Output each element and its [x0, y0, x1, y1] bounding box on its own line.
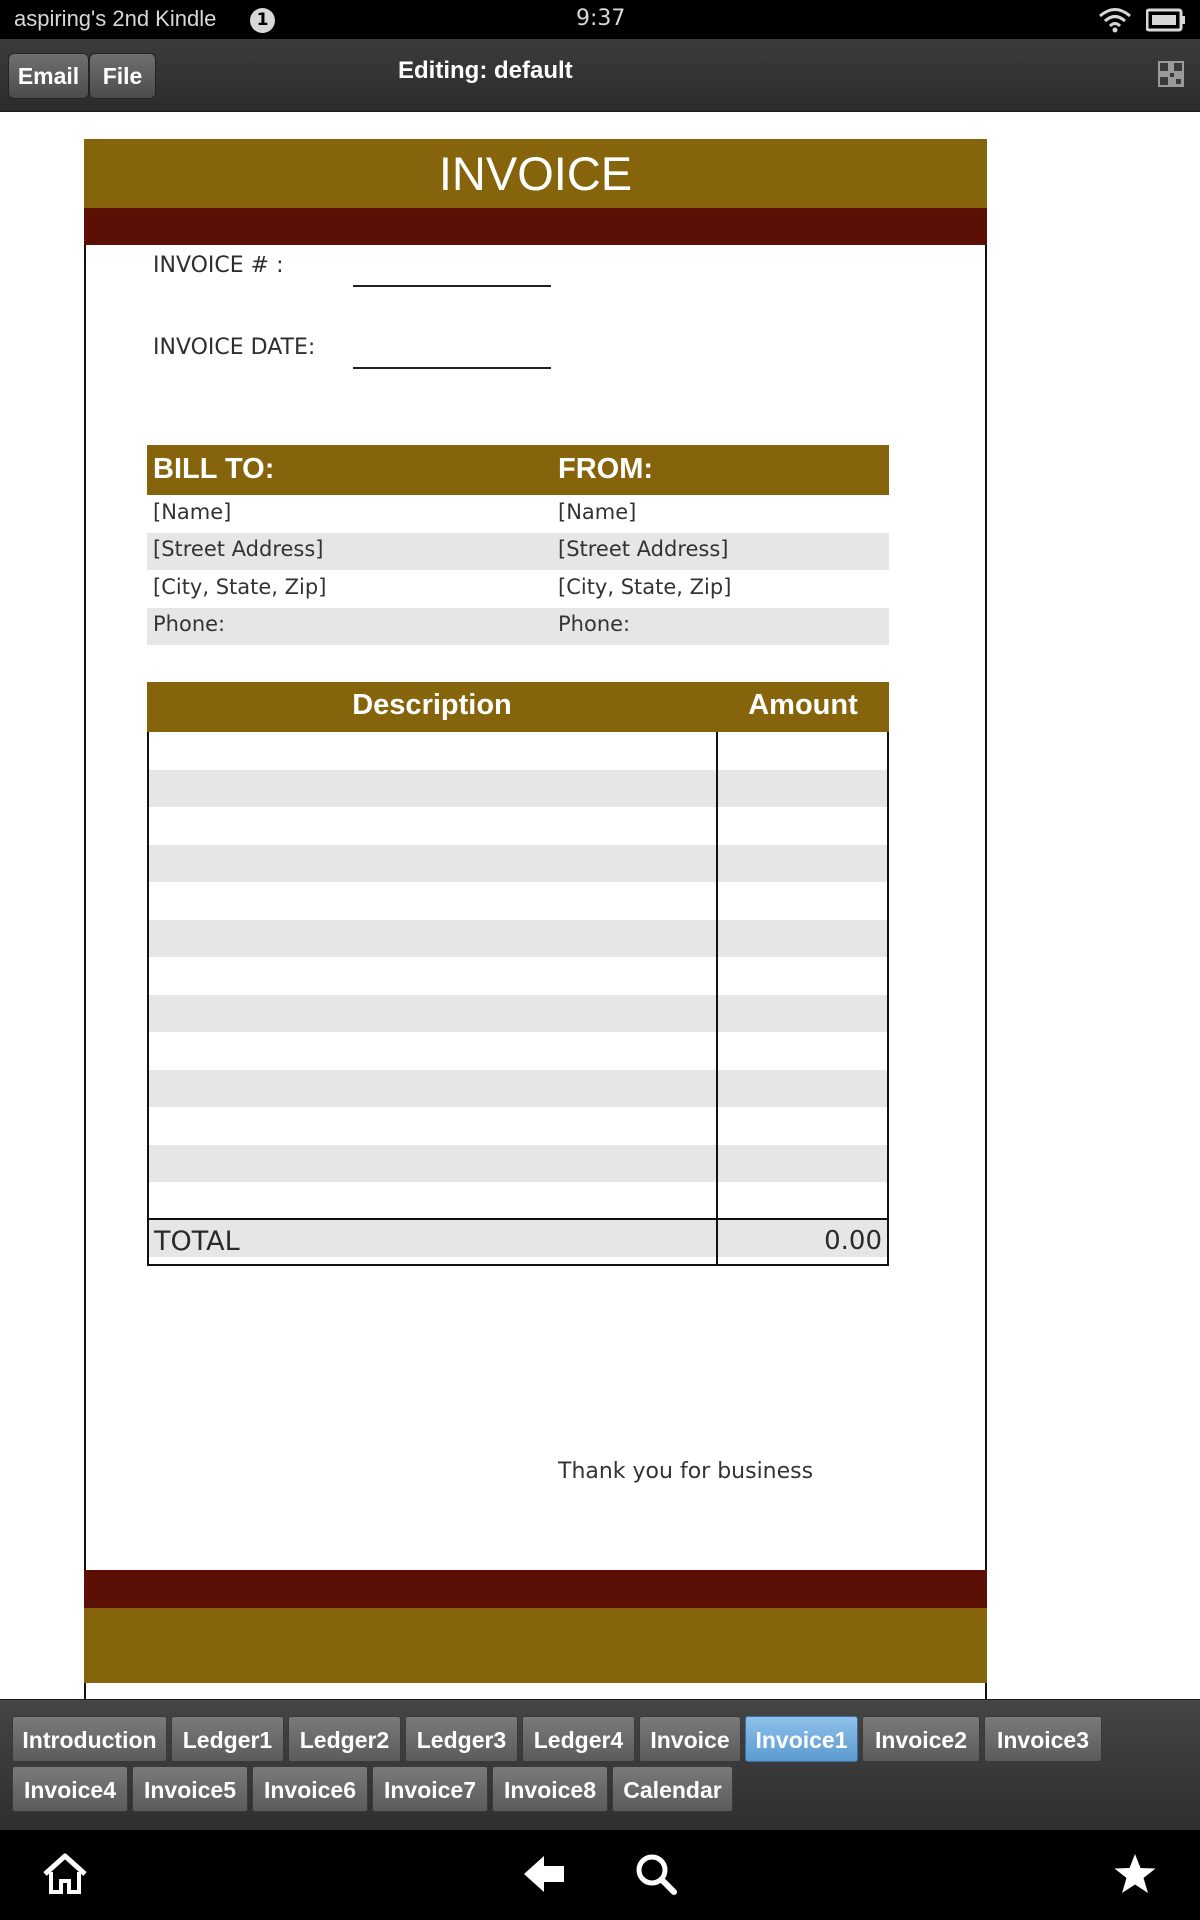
amount-cell[interactable]: [719, 1151, 883, 1177]
favorites-star-icon[interactable]: [1112, 1852, 1158, 1900]
from-name[interactable]: [Name]: [558, 500, 637, 524]
table-row: [147, 1070, 889, 1108]
description-cell[interactable]: [153, 1038, 713, 1064]
amount-cell[interactable]: [719, 776, 883, 802]
file-button[interactable]: File: [89, 53, 156, 99]
tab-ledger2[interactable]: Ledger2: [288, 1716, 401, 1762]
description-cell[interactable]: [153, 738, 713, 764]
table-row: [147, 995, 889, 1033]
editing-title: Editing: default: [398, 57, 573, 84]
top-toolbar: [0, 39, 1200, 112]
description-cell[interactable]: [153, 813, 713, 839]
bill-to-city[interactable]: [City, State, Zip]: [153, 575, 327, 599]
description-cell[interactable]: [153, 1113, 713, 1139]
from-header: FROM:: [558, 453, 654, 485]
description-cell[interactable]: [153, 888, 713, 914]
table-row: [147, 882, 889, 920]
tab-invoice2[interactable]: Invoice2: [862, 1716, 980, 1762]
table-row: [147, 807, 889, 845]
total-bottom-border: [147, 1264, 889, 1266]
amount-cell[interactable]: [719, 1188, 883, 1214]
amount-cell[interactable]: [719, 1001, 883, 1027]
qr-icon[interactable]: [1158, 61, 1184, 91]
tab-ledger1[interactable]: Ledger1: [171, 1716, 284, 1762]
description-cell[interactable]: [153, 963, 713, 989]
footer-stripe: [84, 1570, 987, 1608]
amount-cell[interactable]: [719, 813, 883, 839]
table-row: [147, 1107, 889, 1145]
battery-icon: [1146, 8, 1186, 36]
invoice-title: INVOICE: [438, 147, 633, 200]
total-top-border: [147, 1218, 889, 1220]
tab-ledger3[interactable]: Ledger3: [405, 1716, 518, 1762]
bill-to-street[interactable]: [Street Address]: [153, 537, 324, 561]
description-cell[interactable]: [153, 1001, 713, 1027]
description-cell[interactable]: [153, 1151, 713, 1177]
amount-cell[interactable]: [719, 1076, 883, 1102]
tab-introduction[interactable]: Introduction: [12, 1716, 167, 1762]
invoice-date-label: INVOICE DATE:: [153, 335, 316, 360]
table-row: [147, 1182, 889, 1220]
invoice-sheet: [84, 139, 987, 1683]
wifi-icon: [1098, 6, 1132, 38]
amount-cell[interactable]: [719, 926, 883, 952]
table-row: [147, 920, 889, 958]
bill-to-header: BILL TO:: [153, 453, 275, 485]
table-row: [147, 845, 889, 883]
amount-cell[interactable]: [719, 851, 883, 877]
sheet-border-left: [84, 245, 86, 1709]
address-stripe-2: [147, 608, 889, 645]
search-icon[interactable]: [634, 1852, 678, 1900]
description-header: Description: [352, 689, 512, 721]
sheet-border-right: [985, 245, 987, 1709]
description-cell[interactable]: [153, 1076, 713, 1102]
tab-invoice5[interactable]: Invoice5: [132, 1766, 248, 1812]
amount-header: Amount: [748, 689, 858, 721]
tab-invoice6[interactable]: Invoice6: [252, 1766, 368, 1812]
items-border-left: [147, 732, 149, 1266]
invoice-date-underline: [353, 367, 551, 369]
tab-invoice4[interactable]: Invoice4: [12, 1766, 128, 1812]
email-button[interactable]: Email: [8, 53, 89, 99]
invoice-number-underline: [353, 285, 551, 287]
tab-invoice7[interactable]: Invoice7: [372, 1766, 488, 1812]
total-value: 0.00: [824, 1226, 882, 1256]
header-stripe: [84, 208, 987, 245]
description-cell[interactable]: [153, 851, 713, 877]
from-street[interactable]: [Street Address]: [558, 537, 729, 561]
footer-band: [84, 1608, 987, 1683]
items-table-body: [147, 732, 889, 1258]
invoice-date-field[interactable]: [353, 331, 551, 361]
notification-badge[interactable]: 1: [250, 8, 275, 33]
amount-cell[interactable]: [719, 738, 883, 764]
table-row: [147, 957, 889, 995]
device-name: aspiring's 2nd Kindle: [14, 6, 217, 31]
navigation-bar: [0, 1830, 1200, 1920]
thank-you-text: Thank you for business: [558, 1459, 814, 1484]
tab-invoice8[interactable]: Invoice8: [492, 1766, 608, 1812]
amount-cell[interactable]: [719, 888, 883, 914]
amount-cell[interactable]: [719, 963, 883, 989]
total-label: TOTAL: [154, 1226, 240, 1257]
tab-invoice[interactable]: Invoice: [639, 1716, 741, 1762]
invoice-number-field[interactable]: [353, 249, 551, 279]
bill-to-phone[interactable]: Phone:: [153, 612, 226, 636]
description-cell[interactable]: [153, 776, 713, 802]
from-city[interactable]: [City, State, Zip]: [558, 575, 732, 599]
description-cell[interactable]: [153, 1188, 713, 1214]
back-icon[interactable]: [522, 1854, 566, 1898]
tab-calendar[interactable]: Calendar: [612, 1766, 733, 1812]
table-row: [147, 1032, 889, 1070]
amount-cell[interactable]: [719, 1038, 883, 1064]
amount-cell[interactable]: [719, 1113, 883, 1139]
status-bar: [0, 0, 1200, 39]
table-row: [147, 770, 889, 808]
tab-invoice3[interactable]: Invoice3: [984, 1716, 1102, 1762]
tab-invoice1[interactable]: Invoice1: [745, 1716, 858, 1762]
invoice-number-label: INVOICE # :: [153, 253, 284, 278]
tab-ledger4[interactable]: Ledger4: [522, 1716, 635, 1762]
clock: 9:37: [576, 6, 626, 31]
description-cell[interactable]: [153, 926, 713, 952]
sheet-tab-bar: [0, 1699, 1200, 1830]
from-phone[interactable]: Phone:: [558, 612, 631, 636]
table-row: [147, 1145, 889, 1183]
items-border-right: [887, 732, 889, 1266]
items-column-divider: [716, 732, 718, 1266]
table-row: [147, 732, 889, 770]
home-icon[interactable]: [42, 1852, 88, 1900]
bill-to-name[interactable]: [Name]: [153, 500, 232, 524]
